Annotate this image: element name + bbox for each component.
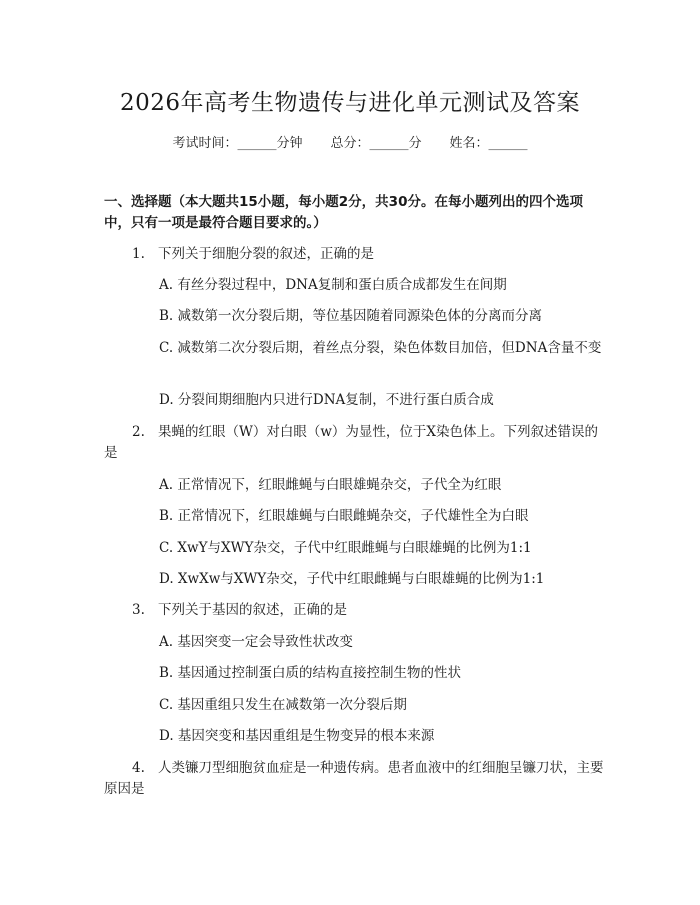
question-number: 1.	[132, 246, 145, 262]
option	[104, 632, 604, 653]
option-text: D. 分裂间期细胞内只进行DNA复制，不进行蛋白质合成	[159, 392, 494, 408]
question-stem	[104, 422, 604, 464]
question-text: 果蝇的红眼（W）对白眼（w）为显性，位于X染色体上。下列叙述错误的是	[104, 424, 599, 461]
option-text: B. 正常情况下，红眼雄蝇与白眼雌蝇杂交，子代雄性全为白眼	[159, 508, 529, 524]
option-text: D. XwXw与XWY杂交，子代中红眼雌蝇与白眼雄蝇的比例为1:1	[159, 571, 545, 587]
option-text: A. 有丝分裂过程中，DNA复制和蛋白质合成都发生在间期	[159, 277, 507, 293]
page-title: 2026年高考生物遗传与进化单元测试及答案	[119, 90, 581, 116]
option	[104, 275, 604, 296]
option	[104, 306, 604, 327]
question-number: 2.	[132, 424, 145, 440]
question-number: 4.	[132, 760, 145, 776]
question-text: 下列关于基因的叙述，正确的是	[158, 602, 347, 618]
exam-score: 总分：______分	[330, 136, 422, 151]
option	[104, 506, 604, 527]
option	[104, 695, 604, 716]
option-text: D. 基因突变和基因重组是生物变异的根本来源	[159, 728, 435, 744]
question-number: 3.	[132, 602, 145, 618]
question-stem	[104, 244, 604, 265]
option	[104, 663, 604, 684]
student-name: 姓名：______	[449, 136, 528, 151]
option	[104, 390, 604, 411]
section-heading: 一、选择题（本大题共15小题，每小题2分，共30分。在每小题列出的四个选项中，只有一项是最符合题目要求的。）	[104, 194, 583, 231]
option-text: C. 基因重组只发生在减数第一次分裂后期	[159, 697, 407, 713]
option	[104, 475, 604, 496]
exam-meta	[0, 132, 700, 151]
option	[104, 538, 604, 559]
option-text: B. 基因通过控制蛋白质的结构直接控制生物的性状	[159, 665, 462, 681]
exam-time: 考试时间：______分钟	[172, 136, 303, 151]
option-text: A. 正常情况下，红眼雌蝇与白眼雄蝇杂交，子代全为红眼	[159, 477, 502, 493]
option	[104, 569, 604, 590]
question-stem	[104, 758, 604, 800]
question-text: 人类镰刀型细胞贫血症是一种遗传病。患者血液中的红细胞呈镰刀状，主要原因是	[104, 760, 604, 797]
question-stem	[104, 600, 604, 621]
option	[104, 726, 604, 747]
option-text: A. 基因突变一定会导致性状改变	[159, 634, 353, 650]
option-text: B. 减数第一次分裂后期，等位基因随着同源染色体的分离而分离	[159, 308, 543, 324]
question-text: 下列关于细胞分裂的叙述，正确的是	[158, 246, 374, 262]
option-text: C. 减数第二次分裂后期，着丝点分裂，染色体数目加倍，但DNA含量不变	[159, 340, 602, 356]
option-text: C. XwY与XWY杂交，子代中红眼雌蝇与白眼雄蝇的比例为1:1	[159, 540, 532, 556]
